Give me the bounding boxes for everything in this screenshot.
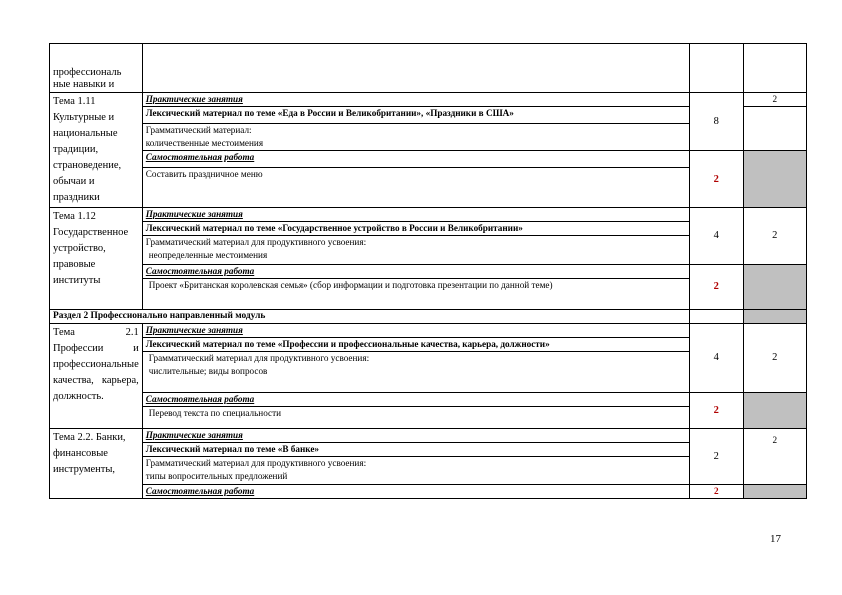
self-study-heading: Самостоятельная работа <box>142 393 689 407</box>
hours-cell: 2 <box>689 429 743 485</box>
self-study-task: Проект «Британская королевская семья» (сбор информации и подготовка презентации по данной теме) <box>142 278 689 309</box>
grammar-topic: неопределенные местоимения <box>142 249 689 264</box>
practical-heading: Практические занятия <box>142 323 689 337</box>
table-row <box>50 309 807 323</box>
curriculum-table <box>49 43 807 499</box>
lexical-material: Лексический материал по теме «Еда в России и Великобритании», «Праздники в США» <box>142 107 689 124</box>
level-cell: 2 <box>743 323 806 393</box>
table-row <box>50 323 807 337</box>
grammar-material: Грамматический материал для продуктивного усвоения: <box>142 457 689 471</box>
level-cell: 2 <box>743 208 806 265</box>
self-study-task: Перевод текста по специальности <box>142 407 689 429</box>
self-study-hours: 2 <box>689 484 743 498</box>
lexical-material: Лексический материал по теме «В банке» <box>142 443 689 457</box>
practical-heading: Практические занятия <box>142 429 689 443</box>
self-study-heading: Самостоятельная работа <box>142 264 689 278</box>
topic-cell: профессиональ ные навыки и <box>50 44 143 93</box>
page-number: 17 <box>770 533 781 545</box>
self-study-hours: 2 <box>689 393 743 429</box>
self-study-hours: 2 <box>689 264 743 309</box>
table-row <box>50 484 807 498</box>
hours-cell: 4 <box>689 323 743 393</box>
self-study-heading: Самостоятельная работа <box>142 151 689 168</box>
level-cell: 2 <box>743 429 806 485</box>
grammar-material: Грамматический материал для продуктивного усвоения: <box>142 236 689 250</box>
lexical-material: Лексический материал по теме «Профессии и профессиональные качества, карьера, должности» <box>142 337 689 351</box>
table-row <box>50 264 807 278</box>
table-row <box>50 429 807 443</box>
self-study-hours: 2 <box>689 151 743 208</box>
practical-heading: Практические занятия <box>142 93 689 107</box>
grammar-topic: числительные; виды вопросов <box>142 365 689 393</box>
table-row <box>50 151 807 168</box>
grammar-material: Грамматический материал для продуктивного усвоения: <box>142 351 689 365</box>
hours-cell: 8 <box>689 93 743 151</box>
lexical-material: Лексический материал по теме «Государственное устройство в России и Великобритании» <box>142 222 689 236</box>
topic-cell: Тема 1.12 Государственное устройство, правовые институты <box>50 208 143 310</box>
self-study-task: Составить праздничное меню <box>142 168 689 208</box>
topic-cell: Тема 1.11 Культурные и национальные традиции, страноведение, обычаи и праздники <box>50 93 143 208</box>
table-row <box>50 44 807 93</box>
practical-heading: Практические занятия <box>142 208 689 222</box>
grammar-material: Грамматический материал: <box>142 123 689 137</box>
hours-cell: 4 <box>689 208 743 265</box>
table-row <box>50 208 807 222</box>
section-heading: Раздел 2 Профессионально направленный модуль <box>50 309 690 323</box>
topic-cell: Тема 2.2. Банки, финансовые инструменты, <box>50 429 143 499</box>
table-row <box>50 393 807 407</box>
self-study-heading: Самостоятельная работа <box>142 484 689 498</box>
grammar-topic: типы вопросительных предложений <box>142 470 689 484</box>
table-row <box>50 93 807 107</box>
topic-cell: Тема 2.1 Профессии и профессиональные качества, карьера, должность. <box>50 323 143 429</box>
level-cell: 2 <box>743 93 806 107</box>
grammar-topic: количественные местоимения <box>142 137 689 151</box>
